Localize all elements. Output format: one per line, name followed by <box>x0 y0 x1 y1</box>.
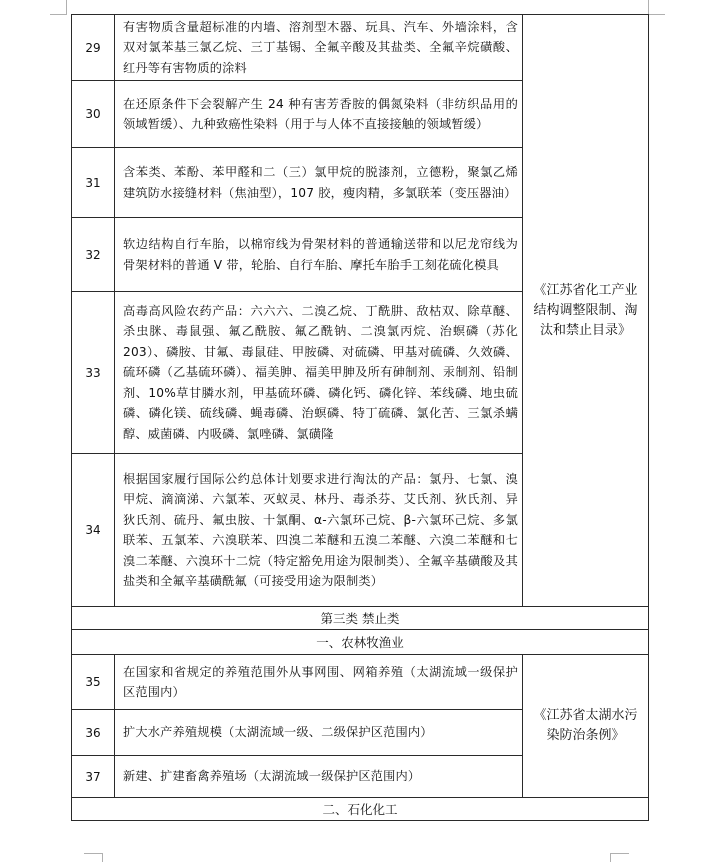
row-content: 在国家和省规定的养殖范围外从事网围、网箱养殖（太湖流域一级保护区范围内） <box>115 655 523 710</box>
table-row <box>72 655 649 710</box>
section-row <box>72 798 649 821</box>
table-row <box>72 15 649 81</box>
section-row <box>72 607 649 630</box>
row-number: 36 <box>72 710 115 756</box>
section-heading-agriculture: 一、农林牧渔业 <box>72 630 649 655</box>
row-number: 31 <box>72 148 115 218</box>
row-number: 34 <box>72 454 115 607</box>
row-content: 在还原条件下会裂解产生 24 种有害芳香胺的偶氮染料（非纺织品用的领域暂缓）、九种致癌性染料（用于与人体不直接接触的领域暂缓） <box>115 81 523 148</box>
row-number: 33 <box>72 292 115 454</box>
basis-cell-chemical-catalog: 《江苏省化工产业结构调整限制、淘汰和禁止目录》 <box>523 15 649 607</box>
row-number: 32 <box>72 218 115 292</box>
section-row <box>72 630 649 655</box>
row-content: 高毒高风险农药产品：六六六、二溴乙烷、丁酰肼、敌枯双、除草醚、杀虫脒、毒鼠强、氟乙酰胺、氟乙酰钠、二溴氯丙烷、治螟磷（苏化 203）、磷胺、甘氟、毒鼠硅、甲胺磷、对硫磷、甲基对硫磷、久效磷、硫环磷（乙基硫环磷）、福美胂、福美甲胂及所有砷制剂、汞制剂、铅制剂、10%草甘膦水剂，甲基硫环磷、磷化钙、磷化锌、苯线磷、地虫硫磷、磷化镁、硫线磷、蝇毒磷、治螟磷、特丁硫磷、氯化苦、三氯杀螨醇、威菌磷、内吸磷、氯唑磷、氯磺隆 <box>115 292 523 454</box>
crop-mark-top-right <box>648 0 665 15</box>
section-heading-prohibited: 第三类 禁止类 <box>72 607 649 630</box>
row-content: 根据国家履行国际公约总体计划要求进行淘汰的产品：氯丹、七氯、溴甲烷、滴滴涕、六氯苯、灭蚁灵、林丹、毒杀芬、艾氏剂、狄氏剂、异狄氏剂、硫丹、氟虫胺、十氯酮、α-六氯环己烷、β-六氯环己烷、多氯联苯、五氯苯、六溴联苯、四溴二苯醚和五溴二苯醚、六溴二苯醚和七溴二苯醚、六溴环十二烷（特定豁免用途为限制类）、全氟辛基磺酸及其盐类和全氟辛基磺酰氟（可接受用途为限制类） <box>115 454 523 607</box>
row-number: 37 <box>72 756 115 798</box>
row-number: 30 <box>72 81 115 148</box>
row-content: 新建、扩建畜禽养殖场（太湖流域一级保护区范围内） <box>115 756 523 798</box>
basis-cell-taihu-regulation: 《江苏省太湖水污染防治条例》 <box>523 655 649 798</box>
row-content: 扩大水产养殖规模（太湖流域一级、二级保护区范围内） <box>115 710 523 756</box>
crop-mark-top-left <box>50 0 67 15</box>
row-content: 软边结构自行车胎，以棉帘线为骨架材料的普通输送带和以尼龙帘线为骨架材料的普通 V 带，轮胎、自行车胎、摩托车胎手工刻花硫化模具 <box>115 218 523 292</box>
row-number: 35 <box>72 655 115 710</box>
section-heading-petrochemical: 二、石化化工 <box>72 798 649 821</box>
row-content: 含苯类、苯酚、苯甲醛和二（三）氯甲烷的脱漆剂，立德粉，聚氯乙烯建筑防水接缝材料（焦油型），107 胶，瘦肉精，多氯联苯（变压器油） <box>115 148 523 218</box>
row-content: 有害物质含量超标准的内墙、溶剂型木器、玩具、汽车、外墙涂料，含双对氯苯基三氯乙烷、三丁基锡、全氟辛酸及其盐类、全氟辛烷磺酸、红丹等有害物质的涂料 <box>115 15 523 81</box>
row-number: 29 <box>72 15 115 81</box>
prohibition-table <box>71 14 649 821</box>
